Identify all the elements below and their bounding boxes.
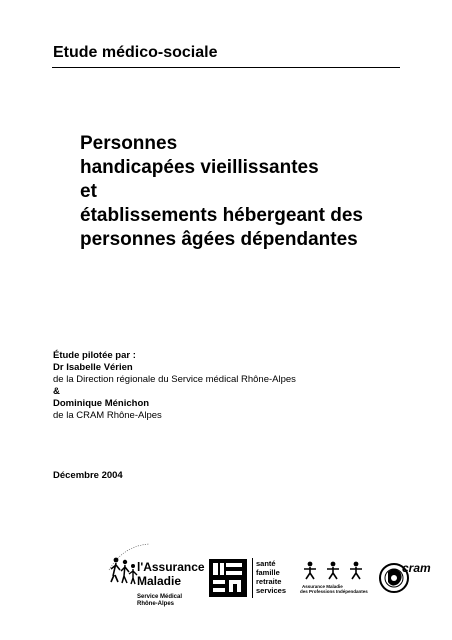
msa-word: famille xyxy=(256,568,280,577)
publication-date: Décembre 2004 xyxy=(53,470,123,481)
title-line: handicapées vieillissantes xyxy=(80,157,319,178)
assurance-sub2: Rhône-Alpes xyxy=(137,601,175,607)
title-line: personnes âgées dépendantes xyxy=(80,229,358,250)
assurance-line2: Maladie xyxy=(137,574,182,588)
partner-logos xyxy=(0,530,452,640)
title-line: Personnes xyxy=(80,133,178,154)
author-affiliation: de la Direction régionale du Service médical Rhône-Alpes xyxy=(53,374,296,385)
ampersand: & xyxy=(53,386,60,397)
msa-divider xyxy=(252,558,253,598)
msa-word: services xyxy=(256,586,287,595)
title-line: et xyxy=(80,181,97,202)
document-title xyxy=(80,132,363,252)
document-category: Etude médico-sociale xyxy=(53,44,218,61)
credits-block xyxy=(53,350,296,422)
author-name: Dominique Ménichon xyxy=(53,398,150,409)
msa-logo xyxy=(208,558,293,598)
assurance-sub1: Service Médical xyxy=(137,594,183,600)
header-divider xyxy=(52,67,400,68)
assurance-line1: l'Assurance xyxy=(137,560,205,574)
author-affiliation: de la CRAM Rhône-Alpes xyxy=(53,410,162,421)
ampi-line2: des Professions Indépendantes xyxy=(300,589,368,594)
assurance-maladie-logo xyxy=(103,536,203,616)
msa-words xyxy=(256,559,286,595)
msa-emblem-icon xyxy=(208,558,248,598)
author-name: Dr Isabelle Vérien xyxy=(53,362,133,373)
msa-word: retraite xyxy=(256,577,282,586)
ampi-logo xyxy=(296,560,370,596)
three-figures-icon xyxy=(296,560,370,582)
ampi-line1: Assurance Maladie xyxy=(302,584,343,589)
cram-wordmark: cram xyxy=(402,561,431,575)
cram-logo xyxy=(378,556,430,600)
title-line: établissements hébergeant des xyxy=(80,205,363,226)
credits-intro: Étude pilotée par : xyxy=(53,350,136,361)
msa-word: santé xyxy=(256,559,276,568)
